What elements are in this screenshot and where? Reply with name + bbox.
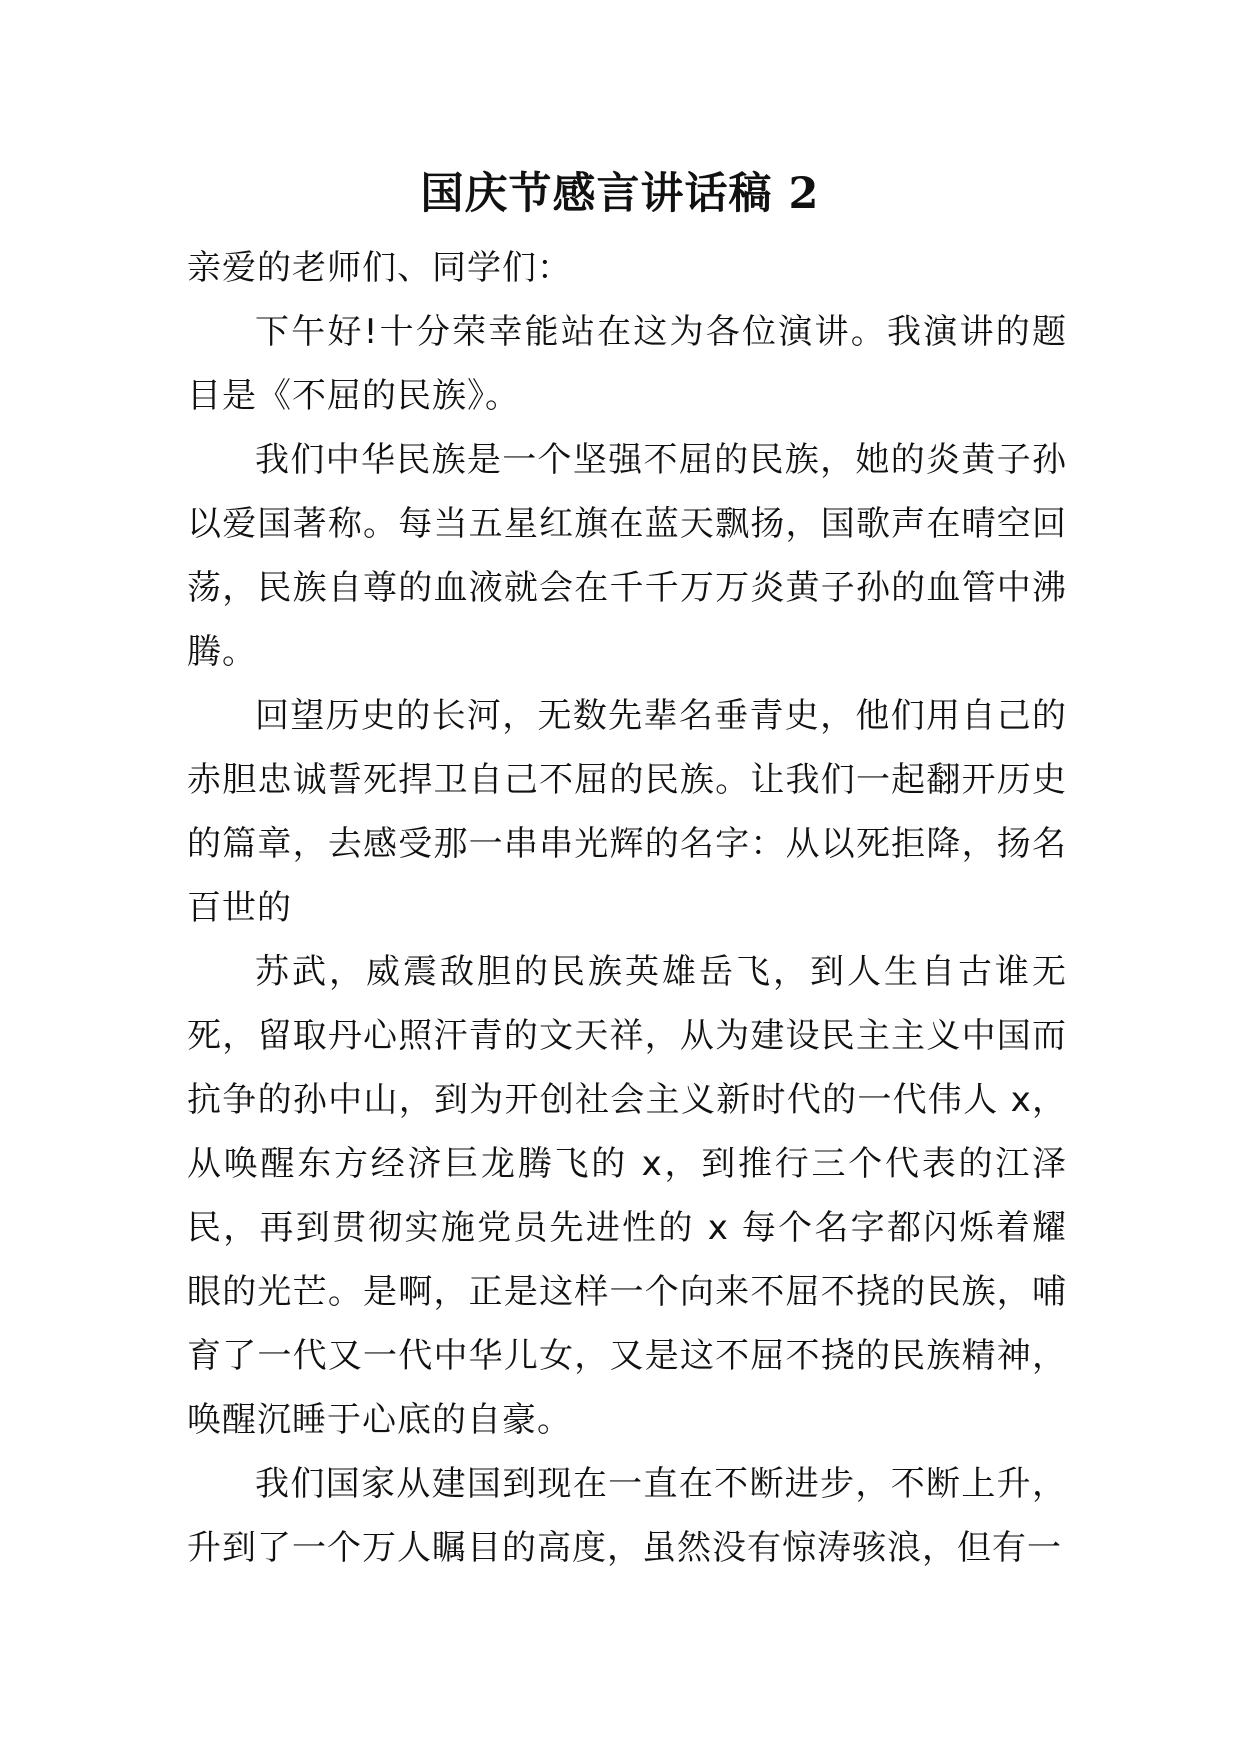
paragraph-heroes: 苏武，威震敌胆的民族英雄岳飞，到人生自古谁无死，留取丹心照汗青的文天祥，从为建设民主主义中国而抗争的孙中山，到为开创社会主义新时代的一代伟人 x，从唤醒东方经济巨龙腾飞的 x，到推行三个代表的江泽民，再到贯彻实施党员先进性的 x 每个名字都闪烁着耀眼的光芒。是啊，正是这样一个向来不屈不挠的民族，哺育了一代又一代中华儿女，又是这不屈不挠的民族精神，唤醒沉睡于心底的自豪。 <box>187 952 1067 1440</box>
paragraph-history: 回望历史的长河，无数先辈名垂青史，他们用自己的赤胆忠诚誓死捍卫自己不屈的民族。让我们一起翻开历史的篇章，去感受那一串串光辉的名字：从以死拒降，扬名百世的 <box>187 696 1067 928</box>
paragraph-greeting: 下午好!十分荣幸能站在这为各位演讲。我演讲的题目是《不屈的民族》。 <box>187 312 1067 416</box>
paragraph-progress: 我们国家从建国到现在一直在不断进步，不断上升，升到了一个万人瞩目的高度，虽然没有惊涛骇浪，但有一 <box>187 1464 1067 1568</box>
salutation: 亲爱的老师们、同学们： <box>187 248 572 288</box>
document-body <box>187 236 1067 1580</box>
paragraph-nation: 我们中华民族是一个坚强不屈的民族，她的炎黄子孙以爱国著称。每当五星红旗在蓝天飘扬，国歌声在晴空回荡，民族自尊的血液就会在千千万万炎黄子孙的血管中沸腾。 <box>187 440 1067 672</box>
document-title: 国庆节感言讲话稿 2 <box>420 169 820 219</box>
